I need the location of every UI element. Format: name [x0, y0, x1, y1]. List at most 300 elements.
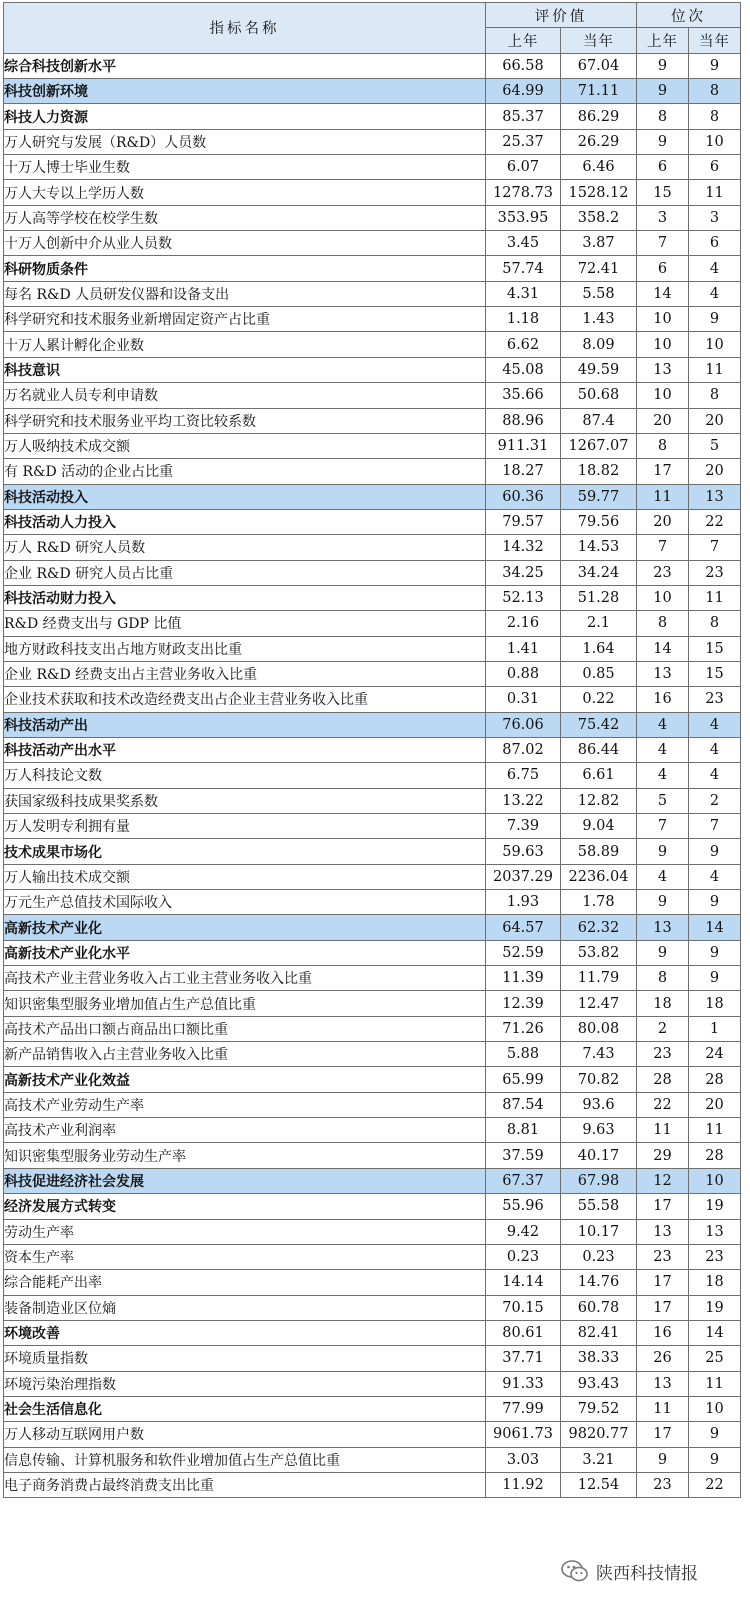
score-prev-year-cell: 77.99: [486, 1396, 561, 1421]
category-row: [4, 79, 741, 104]
score-prev-year-cell: 66.58: [486, 53, 561, 78]
score-curr-year-cell: 1267.07: [561, 433, 637, 458]
rank-prev-year-cell: 10: [637, 332, 689, 357]
score-prev-year-cell: 6.75: [486, 763, 561, 788]
score-curr-year-cell: 50.68: [561, 383, 637, 408]
subcategory-row: [4, 940, 741, 965]
category-row: [4, 915, 741, 940]
indicator-row: [4, 1472, 741, 1497]
table-body: [4, 53, 741, 1498]
subcategory-row: [4, 1396, 741, 1421]
indicator-name-cell: 科技人力资源: [4, 104, 486, 129]
score-prev-year-cell: 5.88: [486, 1042, 561, 1067]
indicator-row: [4, 966, 741, 991]
score-curr-year-cell: 59.77: [561, 484, 637, 509]
score-curr-year-cell: 3.87: [561, 231, 637, 256]
rank-prev-year-cell: 23: [637, 1244, 689, 1269]
score-prev-year-cell: 353.95: [486, 205, 561, 230]
rank-curr-year-cell: 4: [689, 737, 741, 762]
indicator-name-cell: 万名就业人员专利申请数: [4, 383, 486, 408]
subcategory-row: [4, 737, 741, 762]
indicator-name-cell: 知识密集型服务业增加值占生产总值比重: [4, 991, 486, 1016]
rank-prev-year-cell: 7: [637, 231, 689, 256]
rank-curr-year-cell: 9: [689, 839, 741, 864]
indicator-name-cell: 环境质量指数: [4, 1346, 486, 1371]
indicator-row: [4, 814, 741, 839]
score-prev-year-cell: 64.57: [486, 915, 561, 940]
rank-prev-year-cell: 4: [637, 712, 689, 737]
indicator-row: [4, 1422, 741, 1447]
score-curr-year-cell: 67.04: [561, 53, 637, 78]
rank-curr-year-cell: 10: [689, 332, 741, 357]
subcategory-row: [4, 104, 741, 129]
subcategory-row: [4, 585, 741, 610]
indicator-row: [4, 1143, 741, 1168]
subcategory-row: [4, 1067, 741, 1092]
rank-curr-year-cell: 8: [689, 611, 741, 636]
indicator-row: [4, 1295, 741, 1320]
rank-curr-year-cell: 9: [689, 1447, 741, 1472]
score-curr-year-cell: 51.28: [561, 585, 637, 610]
score-prev-year-cell: 67.37: [486, 1168, 561, 1193]
indicator-name-cell: 技术成果市场化: [4, 839, 486, 864]
indicator-row: [4, 535, 741, 560]
score-curr-year-cell: 40.17: [561, 1143, 637, 1168]
subcategory-row: [4, 1194, 741, 1219]
indicator-name-cell: 十万人博士毕业生数: [4, 155, 486, 180]
rank-curr-year-cell: 4: [689, 864, 741, 889]
indicator-name-cell: 科技活动财力投入: [4, 585, 486, 610]
rank-curr-year-cell: 13: [689, 484, 741, 509]
rank-prev-year-cell: 3: [637, 205, 689, 230]
indicator-row: [4, 1244, 741, 1269]
indicator-row: [4, 1016, 741, 1041]
indicator-row: [4, 1270, 741, 1295]
score-prev-year-cell: 12.39: [486, 991, 561, 1016]
score-prev-year-cell: 8.81: [486, 1118, 561, 1143]
score-prev-year-cell: 71.26: [486, 1016, 561, 1041]
score-curr-year-cell: 9.63: [561, 1118, 637, 1143]
rank-prev-year-cell: 5: [637, 788, 689, 813]
score-prev-year-cell: 3.45: [486, 231, 561, 256]
indicator-row: [4, 332, 741, 357]
indicator-name-cell: 经济发展方式转变: [4, 1194, 486, 1219]
rank-prev-year-cell: 13: [637, 1219, 689, 1244]
score-curr-year-cell: 34.24: [561, 560, 637, 585]
score-prev-year-cell: 2037.29: [486, 864, 561, 889]
indicator-row: [4, 864, 741, 889]
score-header: 评价值: [486, 3, 637, 28]
score-curr-year-cell: 87.4: [561, 408, 637, 433]
score-prev-year-cell: 18.27: [486, 459, 561, 484]
indicator-name-cell: 科技活动人力投入: [4, 509, 486, 534]
rank-curr-year-cell: 11: [689, 357, 741, 382]
indicator-name-cell: 科学研究和技术服务业新增固定资产占比重: [4, 307, 486, 332]
rank-curr-year-cell: 9: [689, 1422, 741, 1447]
indicator-name-cell: R&D 经费支出与 GDP 比值: [4, 611, 486, 636]
rank-prev-year-cell: 13: [637, 915, 689, 940]
rank-prev-year-cell: 9: [637, 1447, 689, 1472]
rank-prev-year-cell: 4: [637, 763, 689, 788]
rank-curr-year-cell: 20: [689, 1092, 741, 1117]
score-curr-year-cell: 12.54: [561, 1472, 637, 1497]
indicator-row: [4, 383, 741, 408]
indicator-name-cell: 万人科技论文数: [4, 763, 486, 788]
rank-prev-year-cell: 9: [637, 129, 689, 154]
indicator-row: [4, 890, 741, 915]
subcategory-row: [4, 256, 741, 281]
rank-prev-year-cell: 28: [637, 1067, 689, 1092]
indicator-name-cell: 知识密集型服务业劳动生产率: [4, 1143, 486, 1168]
rank-prev-year-cell: 14: [637, 281, 689, 306]
rank-curr-year-cell: 3: [689, 205, 741, 230]
indicator-row: [4, 788, 741, 813]
score-prev-year-cell: 1.41: [486, 636, 561, 661]
score-curr-year-cell: 75.42: [561, 712, 637, 737]
rank-curr-year-cell: 23: [689, 687, 741, 712]
rank-curr-year-cell: 9: [689, 940, 741, 965]
indicator-name-cell: 企业 R&D 研究人员占比重: [4, 560, 486, 585]
score-prev-year-cell: 1.93: [486, 890, 561, 915]
rank-curr-year-cell: 18: [689, 991, 741, 1016]
indicator-row: [4, 636, 741, 661]
score-prev-year-cell: 6.07: [486, 155, 561, 180]
score-curr-year-cell: 58.89: [561, 839, 637, 864]
score-prev-year-cell: 85.37: [486, 104, 561, 129]
score-prev-year-cell: 1278.73: [486, 180, 561, 205]
indicator-name-cell: 劳动生产率: [4, 1219, 486, 1244]
rank-prev-year-cell: 23: [637, 1472, 689, 1497]
subcategory-row: [4, 1320, 741, 1345]
indicator-row: [4, 661, 741, 686]
rank-prev-year-cell: 13: [637, 661, 689, 686]
rank-prev-year-cell: 16: [637, 687, 689, 712]
indicator-name-cell: 科技促进经济社会发展: [4, 1168, 486, 1193]
rank-curr-year-cell: 4: [689, 763, 741, 788]
indicator-name-cell: 高技术产业劳动生产率: [4, 1092, 486, 1117]
score-prev-year-cell: 11.39: [486, 966, 561, 991]
rank-curr-year-header: 当年: [689, 28, 741, 53]
indicator-name-cell: 万人高等学校在校学生数: [4, 205, 486, 230]
score-curr-year-cell: 1.43: [561, 307, 637, 332]
rank-prev-year-cell: 10: [637, 383, 689, 408]
rank-prev-year-cell: 23: [637, 560, 689, 585]
indicator-name-cell: 科研物质条件: [4, 256, 486, 281]
rank-prev-year-cell: 23: [637, 1042, 689, 1067]
score-prev-year-cell: 80.61: [486, 1320, 561, 1345]
rank-prev-year-cell: 7: [637, 535, 689, 560]
rank-curr-year-cell: 19: [689, 1194, 741, 1219]
indicator-name-header: 指标名称: [4, 3, 486, 54]
rank-curr-year-cell: 10: [689, 1168, 741, 1193]
rank-curr-year-cell: 10: [689, 1396, 741, 1421]
rank-curr-year-cell: 28: [689, 1067, 741, 1092]
category-row: [4, 712, 741, 737]
indicator-row: [4, 991, 741, 1016]
score-curr-year-cell: 6.61: [561, 763, 637, 788]
indicator-name-cell: 科技活动投入: [4, 484, 486, 509]
indicator-row: [4, 307, 741, 332]
rank-curr-year-cell: 14: [689, 1320, 741, 1345]
rank-prev-year-cell: 8: [637, 104, 689, 129]
score-prev-year-cell: 14.32: [486, 535, 561, 560]
indicator-row: [4, 180, 741, 205]
rank-curr-year-cell: 20: [689, 459, 741, 484]
rank-prev-year-cell: 7: [637, 814, 689, 839]
score-prev-year-cell: 45.08: [486, 357, 561, 382]
rank-curr-year-cell: 22: [689, 1472, 741, 1497]
score-curr-year-cell: 93.6: [561, 1092, 637, 1117]
rank-prev-year-header: 上年: [637, 28, 689, 53]
rank-curr-year-cell: 2: [689, 788, 741, 813]
rank-curr-year-cell: 7: [689, 814, 741, 839]
score-prev-year-cell: 9061.73: [486, 1422, 561, 1447]
score-prev-year-cell: 14.14: [486, 1270, 561, 1295]
indicator-name-cell: 万人研究与发展（R&D）人员数: [4, 129, 486, 154]
rank-prev-year-cell: 8: [637, 611, 689, 636]
score-prev-year-cell: 60.36: [486, 484, 561, 509]
score-prev-year-cell: 52.13: [486, 585, 561, 610]
indicator-name-cell: 环境污染治理指数: [4, 1371, 486, 1396]
watermark-text: 陕西科技情报: [596, 1563, 698, 1584]
score-curr-year-cell: 82.41: [561, 1320, 637, 1345]
score-curr-year-cell: 80.08: [561, 1016, 637, 1041]
indicator-name-cell: 资本生产率: [4, 1244, 486, 1269]
indicator-name-cell: 环境改善: [4, 1320, 486, 1345]
wechat-icon: [560, 1559, 590, 1583]
score-curr-year-cell: 1.78: [561, 890, 637, 915]
score-curr-year-cell: 38.33: [561, 1346, 637, 1371]
indicator-row: [4, 611, 741, 636]
rank-curr-year-cell: 25: [689, 1346, 741, 1371]
rank-curr-year-cell: 24: [689, 1042, 741, 1067]
score-prev-year-cell: 11.92: [486, 1472, 561, 1497]
score-curr-year-header: 当年: [561, 28, 637, 53]
rank-prev-year-cell: 2: [637, 1016, 689, 1041]
score-curr-year-cell: 6.46: [561, 155, 637, 180]
indicator-row: [4, 459, 741, 484]
rank-prev-year-cell: 20: [637, 408, 689, 433]
indicator-name-cell: 高技术产业利润率: [4, 1118, 486, 1143]
indicator-row: [4, 231, 741, 256]
score-curr-year-cell: 3.21: [561, 1447, 637, 1472]
rank-prev-year-cell: 17: [637, 1295, 689, 1320]
rank-prev-year-cell: 6: [637, 155, 689, 180]
score-curr-year-cell: 0.23: [561, 1244, 637, 1269]
rank-curr-year-cell: 9: [689, 53, 741, 78]
indicator-name-cell: 高技术产品出口额占商品出口额比重: [4, 1016, 486, 1041]
rank-prev-year-cell: 29: [637, 1143, 689, 1168]
score-prev-year-header: 上年: [486, 28, 561, 53]
score-curr-year-cell: 5.58: [561, 281, 637, 306]
rank-prev-year-cell: 9: [637, 53, 689, 78]
score-prev-year-cell: 37.59: [486, 1143, 561, 1168]
rank-curr-year-cell: 8: [689, 383, 741, 408]
indicator-row: [4, 763, 741, 788]
rank-prev-year-cell: 15: [637, 180, 689, 205]
rank-prev-year-cell: 14: [637, 636, 689, 661]
score-curr-year-cell: 11.79: [561, 966, 637, 991]
indicator-name-cell: 企业技术获取和技术改造经费支出占企业主营业务收入比重: [4, 687, 486, 712]
score-prev-year-cell: 87.02: [486, 737, 561, 762]
indicator-row: [4, 281, 741, 306]
indicator-name-cell: 综合能耗产出率: [4, 1270, 486, 1295]
score-prev-year-cell: 70.15: [486, 1295, 561, 1320]
indicator-name-cell: 高新技术产业化效益: [4, 1067, 486, 1092]
score-curr-year-cell: 79.56: [561, 509, 637, 534]
rank-curr-year-cell: 4: [689, 712, 741, 737]
score-curr-year-cell: 12.47: [561, 991, 637, 1016]
score-curr-year-cell: 358.2: [561, 205, 637, 230]
score-curr-year-cell: 0.85: [561, 661, 637, 686]
rank-prev-year-cell: 17: [637, 1270, 689, 1295]
score-curr-year-cell: 49.59: [561, 357, 637, 382]
score-prev-year-cell: 0.31: [486, 687, 561, 712]
score-curr-year-cell: 12.82: [561, 788, 637, 813]
score-prev-year-cell: 91.33: [486, 1371, 561, 1396]
score-prev-year-cell: 35.66: [486, 383, 561, 408]
rank-prev-year-cell: 9: [637, 839, 689, 864]
rank-curr-year-cell: 23: [689, 1244, 741, 1269]
rank-prev-year-cell: 17: [637, 459, 689, 484]
score-curr-year-cell: 72.41: [561, 256, 637, 281]
score-prev-year-cell: 9.42: [486, 1219, 561, 1244]
score-prev-year-cell: 37.71: [486, 1346, 561, 1371]
indicator-name-cell: 企业 R&D 经费支出占主营业务收入比重: [4, 661, 486, 686]
score-curr-year-cell: 1.64: [561, 636, 637, 661]
rank-header: 位次: [637, 3, 741, 28]
indicator-row: [4, 687, 741, 712]
rank-prev-year-cell: 13: [637, 357, 689, 382]
rank-curr-year-cell: 7: [689, 535, 741, 560]
indicator-name-cell: 科学研究和技术服务业平均工资比较系数: [4, 408, 486, 433]
score-curr-year-cell: 9820.77: [561, 1422, 637, 1447]
score-prev-year-cell: 6.62: [486, 332, 561, 357]
subcategory-row: [4, 509, 741, 534]
indicator-name-cell: 十万人累计孵化企业数: [4, 332, 486, 357]
indicator-row: [4, 560, 741, 585]
rank-curr-year-cell: 13: [689, 1219, 741, 1244]
rank-curr-year-cell: 9: [689, 890, 741, 915]
indicator-name-cell: 万人大专以上学历人数: [4, 180, 486, 205]
score-curr-year-cell: 14.53: [561, 535, 637, 560]
indicator-name-cell: 每名 R&D 人员研发仪器和设备支出: [4, 281, 486, 306]
indicator-name-cell: 地方财政科技支出占地方财政支出比重: [4, 636, 486, 661]
indicator-row: [4, 1219, 741, 1244]
rank-curr-year-cell: 10: [689, 129, 741, 154]
indicator-row: [4, 155, 741, 180]
indicator-name-cell: 电子商务消费占最终消费支出比重: [4, 1472, 486, 1497]
indicator-name-cell: 万人输出技术成交额: [4, 864, 486, 889]
score-prev-year-cell: 64.99: [486, 79, 561, 104]
rank-prev-year-cell: 13: [637, 1371, 689, 1396]
subcategory-row: [4, 357, 741, 382]
score-prev-year-cell: 76.06: [486, 712, 561, 737]
indicator-name-cell: 万人 R&D 研究人员数: [4, 535, 486, 560]
score-prev-year-cell: 3.03: [486, 1447, 561, 1472]
rank-curr-year-cell: 14: [689, 915, 741, 940]
rank-curr-year-cell: 4: [689, 256, 741, 281]
score-prev-year-cell: 79.57: [486, 509, 561, 534]
score-prev-year-cell: 0.23: [486, 1244, 561, 1269]
score-curr-year-cell: 2236.04: [561, 864, 637, 889]
indicator-name-cell: 高技术产业主营业务收入占工业主营业务收入比重: [4, 966, 486, 991]
rank-curr-year-cell: 19: [689, 1295, 741, 1320]
indicator-name-cell: 装备制造业区位熵: [4, 1295, 486, 1320]
rank-curr-year-cell: 8: [689, 104, 741, 129]
rank-curr-year-cell: 5: [689, 433, 741, 458]
rank-curr-year-cell: 6: [689, 155, 741, 180]
indicator-name-cell: 万人移动互联网用户数: [4, 1422, 486, 1447]
score-prev-year-cell: 7.39: [486, 814, 561, 839]
rank-curr-year-cell: 6: [689, 231, 741, 256]
score-prev-year-cell: 1.18: [486, 307, 561, 332]
score-prev-year-cell: 34.25: [486, 560, 561, 585]
indicator-name-cell: 万人发明专利拥有量: [4, 814, 486, 839]
score-curr-year-cell: 14.76: [561, 1270, 637, 1295]
score-prev-year-cell: 13.22: [486, 788, 561, 813]
rank-curr-year-cell: 15: [689, 661, 741, 686]
rank-curr-year-cell: 9: [689, 307, 741, 332]
score-curr-year-cell: 18.82: [561, 459, 637, 484]
watermark: [560, 1556, 750, 1586]
rank-curr-year-cell: 1: [689, 1016, 741, 1041]
indicator-row: [4, 1092, 741, 1117]
rank-curr-year-cell: 4: [689, 281, 741, 306]
score-prev-year-cell: 911.31: [486, 433, 561, 458]
rank-curr-year-cell: 22: [689, 509, 741, 534]
category-row: [4, 484, 741, 509]
rank-prev-year-cell: 10: [637, 307, 689, 332]
score-curr-year-cell: 10.17: [561, 1219, 637, 1244]
indicator-name-cell: 万人吸纳技术成交额: [4, 433, 486, 458]
rank-curr-year-cell: 15: [689, 636, 741, 661]
rank-prev-year-cell: 17: [637, 1422, 689, 1447]
score-curr-year-cell: 62.32: [561, 915, 637, 940]
rank-prev-year-cell: 11: [637, 1396, 689, 1421]
score-curr-year-cell: 53.82: [561, 940, 637, 965]
rank-prev-year-cell: 11: [637, 1118, 689, 1143]
rank-curr-year-cell: 11: [689, 585, 741, 610]
rank-curr-year-cell: 23: [689, 560, 741, 585]
score-prev-year-cell: 57.74: [486, 256, 561, 281]
score-curr-year-cell: 86.29: [561, 104, 637, 129]
indicator-name-cell: 有 R&D 活动的企业占比重: [4, 459, 486, 484]
indicator-row: [4, 129, 741, 154]
indicator-name-cell: 万元生产总值技术国际收入: [4, 890, 486, 915]
rank-curr-year-cell: 20: [689, 408, 741, 433]
rank-prev-year-cell: 8: [637, 433, 689, 458]
score-curr-year-cell: 93.43: [561, 1371, 637, 1396]
score-curr-year-cell: 71.11: [561, 79, 637, 104]
indicator-name-cell: 综合科技创新水平: [4, 53, 486, 78]
rank-prev-year-cell: 4: [637, 737, 689, 762]
rank-prev-year-cell: 8: [637, 966, 689, 991]
score-curr-year-cell: 60.78: [561, 1295, 637, 1320]
indicator-row: [4, 408, 741, 433]
rank-curr-year-cell: 11: [689, 1371, 741, 1396]
indicator-row: [4, 1371, 741, 1396]
rank-prev-year-cell: 11: [637, 484, 689, 509]
rank-prev-year-cell: 22: [637, 1092, 689, 1117]
indicator-name-cell: 获国家级科技成果奖系数: [4, 788, 486, 813]
indicator-name-cell: 科技活动产出水平: [4, 737, 486, 762]
rank-curr-year-cell: 28: [689, 1143, 741, 1168]
indicator-name-cell: 科技活动产出: [4, 712, 486, 737]
category-row: [4, 1168, 741, 1193]
rank-curr-year-cell: 9: [689, 966, 741, 991]
score-curr-year-cell: 9.04: [561, 814, 637, 839]
